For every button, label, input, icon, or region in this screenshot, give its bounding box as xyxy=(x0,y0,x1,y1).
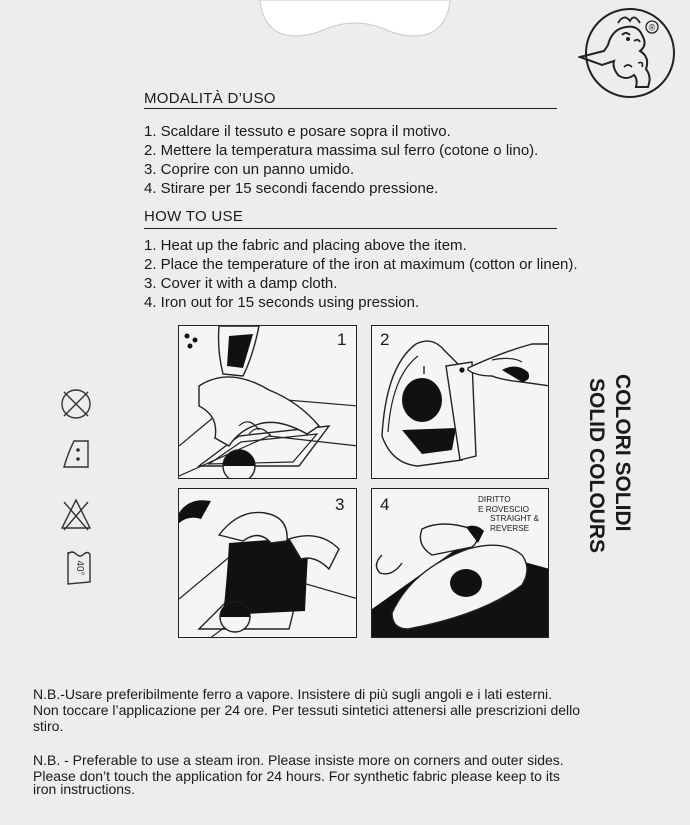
mode-steps xyxy=(144,122,538,198)
note-english xyxy=(33,752,564,797)
illustration-iron-dial xyxy=(372,326,549,479)
how-steps xyxy=(144,236,578,312)
panel-number: 4 xyxy=(380,495,390,514)
note-italian xyxy=(33,686,580,734)
wash-40-icon xyxy=(56,548,96,596)
illustration-heat-fabric xyxy=(179,326,357,479)
how-step: 2. Place the temperature of the iron at maximum (cotton or linen). xyxy=(144,256,578,273)
mode-rule xyxy=(144,108,557,109)
note-line: Please don’t touch the application for 24 hours. For synthetic fabric please keep to its xyxy=(33,768,560,784)
label-straight: STRAIGHT & xyxy=(490,514,539,524)
how-step: 1. Heat up the fabric and placing above the item. xyxy=(144,237,467,254)
panel-step-1 xyxy=(178,325,357,479)
label-rovescio: E ROVESCIO xyxy=(478,504,529,514)
mode-step: 4. Stirare per 15 secondi facendo pressione. xyxy=(144,180,439,197)
mode-heading: MODALITÀ D’USO xyxy=(144,90,276,107)
side-title-en: SOLID COLOURS xyxy=(585,378,608,554)
illustration-damp-cloth xyxy=(179,489,357,638)
how-step: 4. Iron out for 15 seconds using pression. xyxy=(144,294,420,311)
how-step: 3. Cover it with a damp cloth. xyxy=(144,275,338,292)
note-line: N.B.-Usare preferibilmente ferro a vapore. Insistere di più sugli angoli e i lati esterni. xyxy=(33,686,553,702)
how-heading: HOW TO USE xyxy=(144,208,244,225)
side-title xyxy=(580,372,650,612)
label-diritto: DIRITTO xyxy=(478,495,511,504)
dragon-logo xyxy=(578,5,676,101)
panel-number: 1 xyxy=(337,330,347,349)
how-rule xyxy=(144,228,557,229)
hang-hole xyxy=(258,0,452,58)
iron-two-dots-icon xyxy=(56,435,96,475)
panel-number: 2 xyxy=(380,330,390,349)
note-line: stiro. xyxy=(33,718,64,734)
label-reverse: REVERSE xyxy=(490,523,530,533)
no-bleach-triangle-icon xyxy=(56,494,96,534)
note-line: N.B. - Preferable to use a steam iron. Please insiste more on corners and outer sides. xyxy=(33,752,564,768)
side-title-it: COLORI SOLIDI xyxy=(611,374,634,532)
mode-step: 2. Mettere la temperatura massima sul ferro (cotone o lino). xyxy=(144,142,539,159)
note-line: iron instructions. xyxy=(33,781,135,797)
panel4-labels xyxy=(478,495,539,533)
registered-mark: ® xyxy=(648,22,656,33)
panel-step-2 xyxy=(371,325,549,479)
note-line: Non toccare l’applicazione per 24 ore. Per tessuti sintetici attenersi alle prescrizioni dello xyxy=(33,702,581,718)
mode-step: 1. Scaldare il tessuto e posare sopra il motivo. xyxy=(144,123,451,140)
panel-number: 3 xyxy=(335,495,345,514)
no-bleach-icon xyxy=(56,386,96,422)
panel-step-3 xyxy=(178,488,357,638)
mode-step: 3. Coprire con un panno umido. xyxy=(144,161,355,178)
wash-temp-label: 40° xyxy=(74,560,85,576)
